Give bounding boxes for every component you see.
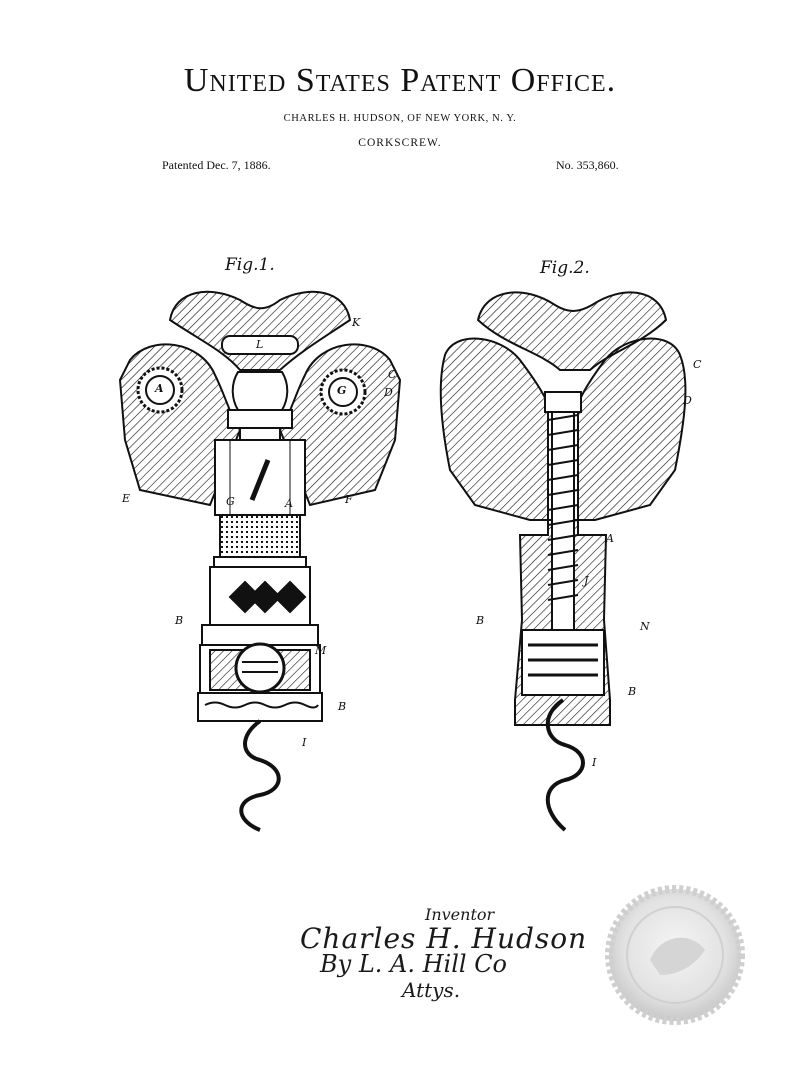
fig1-ref-a-medallion: A (155, 382, 164, 395)
patented-date: Patented Dec. 7, 1886. (162, 158, 271, 172)
fig2-ref-c: C (693, 358, 702, 371)
fig2-ref-a: A (606, 532, 614, 545)
fig1-ref-i: I (302, 736, 307, 749)
fig1-ref-b2: B (338, 700, 347, 713)
fig1-label: Fig.1. (225, 255, 275, 275)
fig1-ref-b1: B (175, 614, 184, 627)
fig1-ref-d: D (384, 386, 393, 399)
seal-image (609, 889, 741, 1021)
signature-attys: Attys. (402, 978, 461, 1002)
fig1-ref-g: G (226, 495, 235, 508)
fig2-ref-j: J (584, 574, 589, 587)
fig2-ref-d: D (683, 394, 692, 407)
fig1-ref-f: F (345, 493, 353, 506)
fig1-barrel (202, 625, 318, 645)
fig1-ref-k: K (352, 316, 361, 329)
patent-number: No. 353,860. (556, 158, 619, 172)
invention-name: CORKSCREW. (358, 137, 442, 149)
office-title: United States Patent Office. (183, 62, 617, 99)
fig2-label: Fig.2. (540, 258, 590, 278)
inventor-line: CHARLES H. HUDSON, OF NEW YORK, N. Y. (283, 113, 517, 124)
fig1-ref-l: L (256, 338, 264, 351)
fig2-drawing (441, 292, 686, 830)
fig1-worm (241, 721, 279, 830)
fig1-ref-c: C (388, 368, 397, 381)
fig1-ref-g-medallion: G (337, 384, 347, 397)
fig2-ref-n: N (640, 620, 650, 633)
fig1-ref-e: E (122, 492, 131, 505)
signature-attorney: By L. A. Hill Co (320, 950, 508, 978)
fig1-ref-m: M (315, 644, 327, 657)
fig1-window (236, 644, 284, 692)
fig2-ref-i: I (592, 756, 597, 769)
fig2-ref-b1: B (476, 614, 485, 627)
fig2-ref-b2: B (628, 685, 637, 698)
signature-inventor-label: Inventor (425, 905, 495, 924)
signature-name: Charles H. Hudson (300, 922, 588, 955)
fig1-ref-a: A (285, 497, 293, 510)
fig1-drawing (120, 292, 400, 830)
